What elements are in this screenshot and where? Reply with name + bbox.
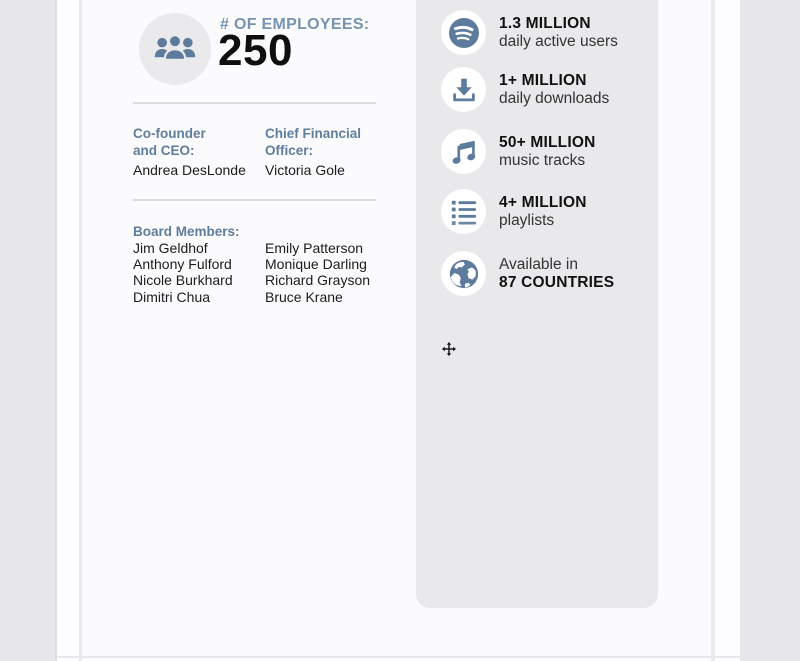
page-margin-left (57, 0, 79, 661)
board-member: Jim Geldhof (133, 240, 208, 256)
outer-background-right (740, 0, 800, 661)
divider (133, 102, 376, 104)
stat-playlists (441, 189, 587, 234)
stats-panel[interactable] (416, 0, 658, 608)
board-member: Anthony Fulford (133, 256, 232, 273)
stat-value: 1.3 MILLION (499, 15, 591, 32)
move-cursor-icon (442, 342, 456, 356)
music-note-icon (441, 129, 486, 174)
stat-value: 87 COUNTRIES (499, 273, 615, 291)
stat-label: music tracks (499, 151, 586, 169)
board-members-label: Board Members: (133, 224, 240, 239)
stat-value: 4+ MILLION (499, 194, 587, 211)
board-member: Monique Darling (265, 256, 367, 273)
stat-countries (441, 251, 614, 296)
globe-icon (441, 251, 486, 296)
board-member: Emily Patterson (265, 240, 364, 256)
board-member: Dimitri Chua (133, 288, 211, 305)
ceo-name: Andrea DesLonde (133, 162, 246, 178)
people-icon (153, 33, 197, 65)
board-member: Nicole Burkhard (133, 272, 233, 289)
playlist-icon (441, 189, 486, 234)
download-icon (441, 67, 486, 112)
page-margin-right (715, 0, 740, 661)
employees-icon-badge (139, 13, 211, 85)
board-members-column-2 (265, 240, 370, 305)
stat-value: 1+ MILLION (499, 72, 587, 89)
employees-label: # OF EMPLOYEES: (220, 16, 370, 33)
cfo-name: Victoria Gole (265, 162, 345, 178)
ceo-title-line2: and CEO: (133, 142, 195, 158)
ceo-title-line1: Co-founder (133, 126, 206, 141)
divider (133, 199, 376, 201)
stat-value: 50+ MILLION (499, 134, 596, 151)
cfo-title-line1: Chief Financial (265, 126, 362, 141)
spotify-icon (441, 10, 486, 55)
board-members-column-1 (133, 240, 233, 305)
stat-label: daily active users (499, 32, 618, 50)
outer-background-left (0, 0, 55, 661)
executive-ceo (133, 126, 246, 178)
employees-value: 250 (218, 26, 293, 75)
board-member: Richard Grayson (265, 272, 371, 289)
stat-daily-downloads (441, 67, 609, 112)
stat-music-tracks (441, 129, 596, 174)
stat-label: Available in (499, 256, 578, 273)
stat-label: playlists (499, 211, 555, 229)
executive-cfo (265, 126, 361, 178)
stat-label: daily downloads (499, 89, 610, 107)
page-bottom-rule (57, 656, 740, 658)
board-member: Bruce Krane (265, 288, 343, 305)
cfo-title-line2: Officer: (265, 142, 314, 158)
margin-guide-left (79, 0, 82, 661)
stat-daily-active-users (441, 10, 618, 55)
